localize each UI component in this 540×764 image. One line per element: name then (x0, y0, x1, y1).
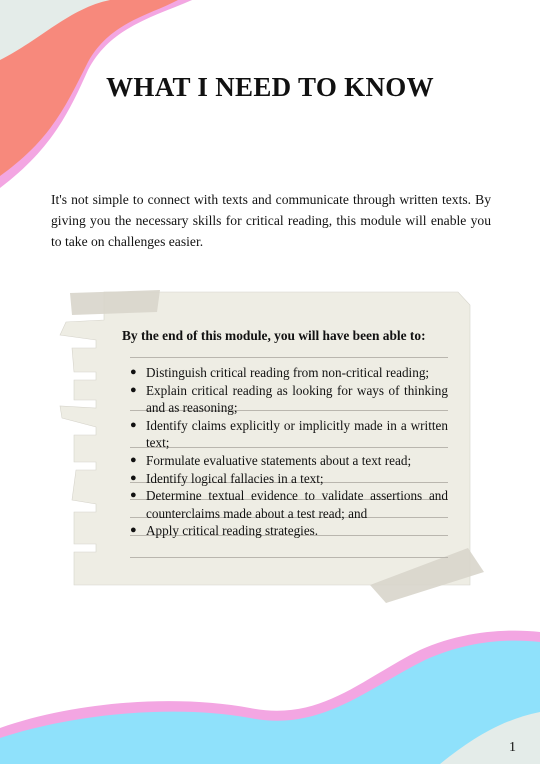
tape-top-left (70, 290, 160, 315)
list-item (130, 417, 448, 452)
list-item (130, 470, 448, 488)
bottom-sky-wave (0, 641, 540, 764)
objectives-heading: By the end of this module, you will have been able to: (122, 328, 426, 343)
objective-text: Apply critical reading strategies. (146, 523, 319, 539)
objective-text: Formulate evaluative statements about a text read; (146, 452, 412, 468)
bullet-icon: ● (130, 489, 137, 502)
page-number: 1 (509, 740, 516, 755)
list-item (130, 364, 448, 382)
list-item (130, 522, 448, 540)
bullet-icon: ● (130, 383, 137, 396)
objective-text: Determine textual evidence to validate assertions and counterclaims made about a test read; and (146, 488, 448, 521)
objective-text: Identify claims explicitly or implicitly made in a written text; (146, 417, 448, 451)
bullet-icon: ● (130, 418, 137, 431)
intro-paragraph: It's not simple to connect with texts and communicate through written texts. By giving you the necessary skills for critical reading, this module will enable you to take on challenges easier. (51, 192, 491, 249)
objective-text: Identify logical fallacies in a text; (146, 470, 324, 486)
bullet-icon: ● (130, 453, 137, 466)
note-rule (130, 557, 448, 558)
note-rule (130, 357, 448, 358)
bullet-icon: ● (130, 524, 137, 537)
objectives-list (130, 364, 448, 540)
bullet-icon: ● (130, 471, 137, 484)
list-item (130, 382, 448, 417)
bullet-icon: ● (130, 366, 137, 378)
list-item (130, 452, 448, 470)
page-title: WHAT I NEED TO KNOW (106, 72, 434, 102)
list-item (130, 487, 448, 522)
objective-text: Distinguish critical reading from non-critical reading; (146, 365, 430, 380)
objective-text: Explain critical reading as looking for ways of thinking and as reasoning; (146, 382, 448, 416)
